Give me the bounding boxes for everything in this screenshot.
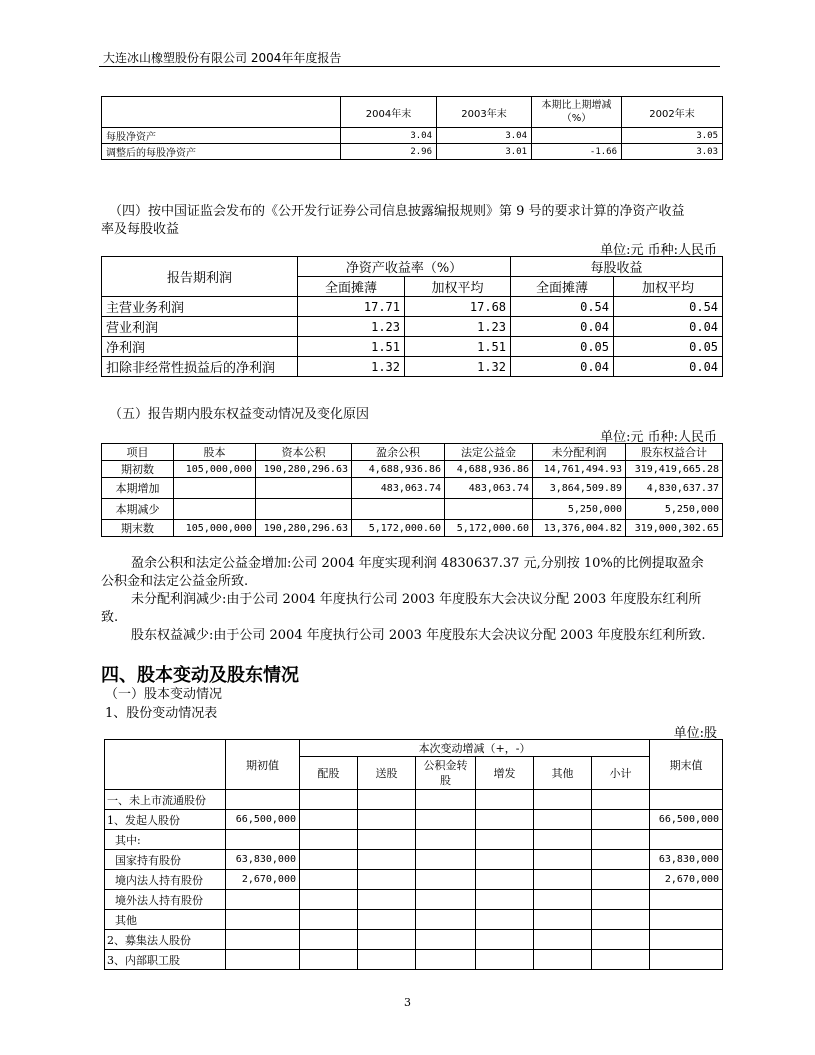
cell-value [650,950,723,970]
cell-value [532,128,622,144]
row-label: 国家持有股份 [105,850,226,870]
header-cell: 法定公益金 [445,444,533,461]
cell-value: 13,376,004.82 [533,520,626,537]
cell-value: 0.04 [614,357,723,377]
header-cell: 增发 [476,757,534,790]
table-header-row [102,444,723,461]
table-row [105,810,723,830]
cell-value: 319,000,302.65 [626,520,723,537]
cell-value [650,830,723,850]
header-cell: 每股收益 [511,257,723,277]
header-cell: 2002年末 [622,97,723,128]
row-label: 本期减少 [102,499,174,520]
cell-value: 4,688,936.86 [352,461,445,478]
header-cell: 未分配利润 [533,444,626,461]
cell-value: 483,063.74 [352,478,445,499]
cell-value: 0.05 [511,337,614,357]
roe-eps-table [101,256,723,377]
table-row [105,950,723,970]
row-label: 主营业务利润 [102,297,298,317]
cell-value: 5,172,000.60 [352,520,445,537]
header-cell: 项目 [102,444,174,461]
cell-value: 0.04 [511,357,614,377]
cell-value [650,910,723,930]
part4-unit: 单位:股 [673,726,717,741]
cell-value: 14,761,494.93 [533,461,626,478]
cell-value: 4,688,936.86 [445,461,533,478]
table-row [102,357,723,377]
table-row [105,930,723,950]
cell-value [650,790,723,810]
note-equity-line1: 股东权益减少:由于公司 2004 年度执行公司 2003 年度股东大会决议分配 2003 年度股东红利所致. [131,628,706,643]
header-cell: 期末值 [650,740,723,790]
equity-changes-table [101,443,723,537]
cell-value: 3,864,509.89 [533,478,626,499]
cell-value [226,930,300,950]
per-share-net-assets-table [101,96,723,160]
row-label: 其中: [105,830,226,850]
cell-value [445,499,533,520]
section4-unit: 单位:元 币种:人民币 [600,243,717,258]
page-number: 3 [404,996,411,1009]
table-row [105,910,723,930]
cell-value [256,499,352,520]
table-header-row [102,97,723,128]
row-label: 其他 [105,910,226,930]
header-cell: 本期比上期增减（%） [532,97,622,128]
cell-value: 0.05 [614,337,723,357]
cell-value: 0.54 [614,297,723,317]
cell-value: 3.04 [341,128,437,144]
header-cell: 加权平均 [405,277,511,297]
row-label: 1、发起人股份 [105,810,226,830]
row-label: 净利润 [102,337,298,357]
table-row [105,830,723,850]
cell-value [226,890,300,910]
cell-value: 1.23 [298,317,405,337]
cell-value: 4,830,637.37 [626,478,723,499]
cell-value [226,910,300,930]
section4-heading-line2: 率及每股收益 [101,222,180,237]
part4-sub1: （一）股本变动情况 [105,687,223,702]
cell-value [352,499,445,520]
cell-value [226,950,300,970]
cell-value: 1.23 [405,317,511,337]
table-row [105,870,723,890]
table-header-row [105,740,723,757]
table-row [102,520,723,537]
note-undistributed-line1: 未分配利润减少:由于公司 2004 年度执行公司 2003 年度股东大会决议分配 2003 年度股东红利所 [131,592,702,607]
header-cell: 加权平均 [614,277,723,297]
table-row [105,790,723,810]
cell-value: 1.32 [298,357,405,377]
part4-title: 四、股本变动及股东情况 [101,665,299,686]
cell-value: 3.03 [622,144,723,160]
cell-value [174,499,256,520]
row-label: 期末数 [102,520,174,537]
cell-value: 190,280,296.63 [256,461,352,478]
header-cell: 本次变动增减（+，-） [300,740,650,757]
cell-value [650,890,723,910]
cell-value: 0.54 [511,297,614,317]
header-cell: 全面摊薄 [511,277,614,297]
cell-value: 1.32 [405,357,511,377]
cell-value: 319,419,665.28 [626,461,723,478]
header-cell: 2003年末 [437,97,532,128]
table-header-row [102,257,723,277]
header-cell: 股东权益合计 [626,444,723,461]
header-cell [105,740,226,790]
cell-value: 1.51 [405,337,511,357]
header-cell: 2004年末 [341,97,437,128]
cell-value: 63,830,000 [650,850,723,870]
header-cell: 送股 [358,757,416,790]
header-cell: 净资产收益率（%） [298,257,511,277]
section4-heading-line1: （四）按中国证监会发布的《公开发行证券公司信息披露编报规则》第 9 号的要求计算的净资产收益 [109,204,685,219]
row-label: 2、募集法人股份 [105,930,226,950]
header-cell: 报告期利润 [102,257,298,297]
row-label: 期初数 [102,461,174,478]
row-label: 每股净资产 [102,128,341,144]
share-changes-table [104,739,723,970]
cell-value: 5,250,000 [626,499,723,520]
table-row [102,317,723,337]
cell-value: 1.51 [298,337,405,357]
table-row [102,297,723,317]
table-row [102,337,723,357]
table-row [102,478,723,499]
header-cell: 期初值 [226,740,300,790]
row-label: 境内法人持有股份 [105,870,226,890]
cell-value: 3.01 [437,144,532,160]
cell-value: 2,670,000 [226,870,300,890]
report-header-title: 大连冰山橡塑股份有限公司 2004年年度报告 [103,51,342,65]
cell-value [174,478,256,499]
table-row [102,499,723,520]
cell-value [256,478,352,499]
row-label: 扣除非经常性损益后的净利润 [102,357,298,377]
table-row [105,890,723,910]
row-label: 营业利润 [102,317,298,337]
header-cell: 配股 [300,757,358,790]
cell-value: 63,830,000 [226,850,300,870]
cell-value: 66,500,000 [650,810,723,830]
cell-value: 2,670,000 [650,870,723,890]
cell-value [226,830,300,850]
header-cell: 小计 [592,757,650,790]
cell-value: 0.04 [511,317,614,337]
table-row [105,850,723,870]
cell-value: 2.96 [341,144,437,160]
cell-value: -1.66 [532,144,622,160]
header-cell: 资本公积 [256,444,352,461]
cell-value: 483,063.74 [445,478,533,499]
cell-value: 0.04 [614,317,723,337]
header-cell [102,97,341,128]
cell-value: 3.04 [437,128,532,144]
header-cell: 其他 [534,757,592,790]
note-surplus-line1: 盈余公积和法定公益金增加:公司 2004 年度实现利润 4830637.37 元,分别按 10%的比例提取盈余 [131,556,704,571]
cell-value: 3.05 [622,128,723,144]
row-label: 本期增加 [102,478,174,499]
row-label: 3、内部职工股 [105,950,226,970]
cell-value: 5,172,000.60 [445,520,533,537]
table-row [102,461,723,478]
row-label: 境外法人持有股份 [105,890,226,910]
row-label: 调整后的每股净资产 [102,144,341,160]
cell-value [650,930,723,950]
section5-unit: 单位:元 币种:人民币 [600,430,717,445]
cell-value [226,790,300,810]
cell-value: 190,280,296.63 [256,520,352,537]
cell-value: 5,250,000 [533,499,626,520]
row-label: 一、未上市流通股份 [105,790,226,810]
cell-value: 105,000,000 [174,520,256,537]
header-cell: 全面摊薄 [298,277,405,297]
header-cell: 股本 [174,444,256,461]
note-undistributed-line2: 致. [101,610,119,625]
section5-heading: （五）报告期内股东权益变动情况及变化原因 [109,407,370,422]
header-cell: 盈余公积 [352,444,445,461]
table-row [102,128,723,144]
part4-sub2: 1、股份变动情况表 [105,706,218,721]
header-cell: 公积金转股 [416,757,476,790]
cell-value: 17.71 [298,297,405,317]
cell-value: 105,000,000 [174,461,256,478]
note-surplus-line2: 公积金和法定公益金所致. [101,574,249,589]
cell-value: 66,500,000 [226,810,300,830]
table-row [102,144,723,160]
cell-value: 17.68 [405,297,511,317]
header-divider [99,66,720,67]
